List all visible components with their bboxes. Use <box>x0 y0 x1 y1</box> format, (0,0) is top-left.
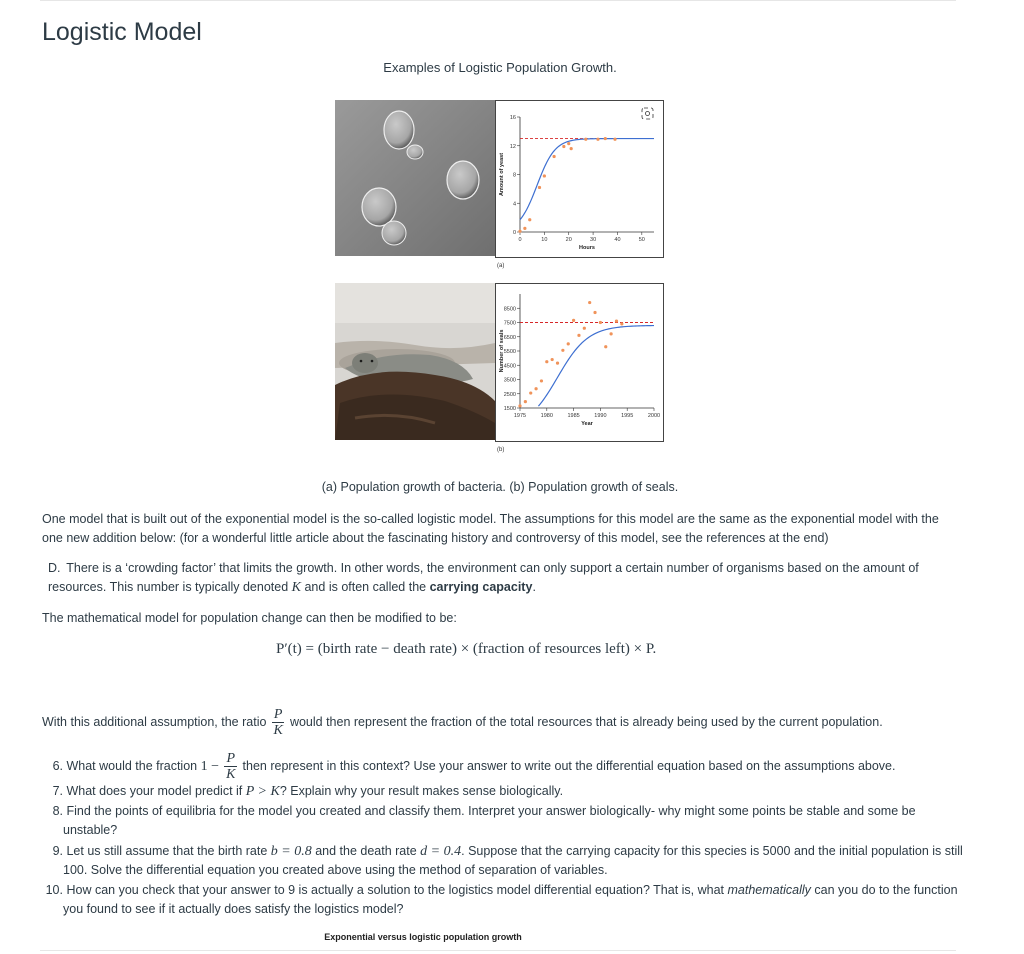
question-text: ? Explain why your result makes sense biologically. <box>279 784 564 798</box>
y-axis-label: Amount of yeast <box>499 152 505 197</box>
question-text: What does your model predict if <box>66 784 243 798</box>
assumption-text-before: There is a ‘crowding factor’ that limits the growth. In other words, the environment can only support a certain number of organisms based on the amount of resources. This number is typically denoted <box>48 561 919 594</box>
question-number: 8. <box>52 804 63 818</box>
p-over-k-fraction <box>272 707 285 738</box>
y-tick-label: 0 <box>512 230 516 236</box>
data-point <box>583 327 586 330</box>
p-over-k-fraction <box>224 751 237 782</box>
yeast-growth-chart <box>495 100 664 258</box>
question-emphasis: mathematically <box>727 883 811 897</box>
question-text: . Suppose that the carrying capacity for this species is 5000 and the initial population is still 100. Solve the differential equation you created above using the method of separation of variables. <box>63 844 963 877</box>
seal-growth-chart <box>495 283 664 442</box>
data-point <box>588 301 591 304</box>
panel-b-tag: (b) <box>497 447 505 453</box>
one-minus-expr: 1 − <box>200 759 219 774</box>
zoom-icon <box>642 108 653 119</box>
intro-paragraph: One model that is built out of the exponential model is the so-called logistic model. The assumptions for this model are the same as the exponential model with the one new addition below: (for a wonderful little article about the fascinating history and controversy of this model, see the references at the end) <box>42 512 939 545</box>
x-tick-label: 1975 <box>513 413 527 419</box>
question-number: 10. <box>45 883 63 897</box>
data-point <box>528 218 531 221</box>
question-text: and the death rate <box>315 844 417 858</box>
zoom-lens <box>646 112 650 116</box>
data-point <box>545 360 548 363</box>
x-tick-label: 1980 <box>540 413 553 419</box>
death-rate-expr: d = 0.4 <box>420 844 462 859</box>
data-point <box>540 379 543 382</box>
x-tick-label: 2000 <box>647 413 661 419</box>
data-point <box>553 155 556 158</box>
carrying-capacity-term: carrying capacity <box>429 580 533 594</box>
fraction-denominator: K <box>273 723 283 739</box>
data-point <box>529 391 532 394</box>
question-text: can you do to the function you found to see if it actually does satisfy the logistics model? <box>63 883 958 916</box>
question-9 <box>42 842 973 880</box>
p-greater-k-expr: P > K <box>245 784 280 799</box>
data-point <box>596 138 599 141</box>
y-tick-label: 5500 <box>503 349 516 355</box>
assumption-text-middle: and is often called the <box>304 580 427 594</box>
y-tick-label: 8500 <box>503 306 516 313</box>
data-point <box>567 342 570 345</box>
data-point <box>543 174 546 177</box>
question-text: What would the fraction <box>66 759 198 773</box>
x-tick-label: 10 <box>541 237 548 243</box>
ratio-text-before: With this additional assumption, the ratio <box>42 715 267 729</box>
yeast-photo <box>335 100 495 256</box>
data-point <box>577 334 580 337</box>
assumption-label: D. <box>48 561 61 575</box>
question-text: Let us still assume that the birth rate <box>66 844 268 858</box>
data-point <box>584 138 587 141</box>
k-symbol: K <box>291 580 301 595</box>
x-axis-label: Hours <box>579 245 595 251</box>
question-text: How can you check that your answer to 9 is actually a solution to the logistics model differential equation? That is, what <box>66 883 725 897</box>
ratio-text-after: would then represent the fraction of the total resources that is already being used by the current population. <box>289 715 883 729</box>
y-tick-label: 8 <box>512 172 516 179</box>
logistic-equation: P′(t) = (birth rate − death rate) × (fraction of resources left) × P. <box>276 641 657 657</box>
zoom-frame <box>642 108 653 119</box>
x-tick-label: 1990 <box>594 413 607 419</box>
data-point <box>534 387 537 390</box>
ratio-line <box>42 704 942 740</box>
fraction-numerator: P <box>226 751 236 767</box>
data-point <box>620 322 623 325</box>
question-number: 6. <box>52 759 63 773</box>
x-tick-label: 1985 <box>567 413 580 419</box>
x-axis-label: Year <box>581 421 593 427</box>
data-point <box>615 319 618 322</box>
data-point <box>567 142 570 145</box>
x-tick-label: 1995 <box>621 413 634 419</box>
question-6 <box>42 748 952 785</box>
figure-title: Examples of Logistic Population Growth. <box>383 60 617 75</box>
logistic-curve <box>520 139 654 220</box>
data-point <box>551 358 554 361</box>
assumption-text-end: . <box>532 580 536 594</box>
y-tick-label: 12 <box>509 143 516 150</box>
data-point <box>613 138 616 141</box>
data-point <box>524 400 527 403</box>
data-point <box>523 227 526 230</box>
question-number: 7. <box>52 784 63 798</box>
logistic-curve <box>538 326 654 407</box>
model-intro: The mathematical model for population change can then be modified to be: <box>42 611 457 625</box>
question-number: 9. <box>52 844 63 858</box>
seal-photo <box>335 283 495 440</box>
assumption-d <box>48 559 948 597</box>
fraction-numerator: P <box>273 707 283 723</box>
data-point <box>604 345 607 348</box>
data-point <box>538 186 541 189</box>
question-text: Find the points of equilibria for the model you created and classify them. Interpret your answer biologically- why might some points be stable and some be unstable? <box>63 804 916 837</box>
page-title: Logistic Model <box>42 18 202 46</box>
y-tick-label: 1500 <box>503 406 516 412</box>
data-point <box>604 137 607 140</box>
question-10 <box>42 881 973 919</box>
y-tick-label: 2500 <box>503 391 516 398</box>
panel-a-tag: (a) <box>497 263 505 269</box>
birth-rate-expr: b = 0.8 <box>270 844 312 859</box>
next-figure-title: Exponential versus logistic population growth <box>324 932 522 942</box>
data-point <box>518 404 521 407</box>
y-axis-label: Number of seals <box>499 329 505 373</box>
data-point <box>572 319 575 322</box>
x-tick-label: 40 <box>614 237 621 243</box>
data-point <box>562 145 565 148</box>
data-point <box>610 332 613 335</box>
data-point <box>570 147 573 150</box>
data-point <box>561 349 564 352</box>
bottom-divider <box>40 950 956 951</box>
x-tick-label: 30 <box>590 237 597 243</box>
question-text: then represent in this context? Use your answer to write out the differential equation based on the assumptions above. <box>242 759 896 773</box>
top-divider <box>40 0 956 1</box>
y-tick-label: 6500 <box>503 334 516 341</box>
data-point <box>556 362 559 365</box>
y-tick-label: 7500 <box>503 320 516 327</box>
x-tick-label: 50 <box>638 237 645 243</box>
data-point <box>593 311 596 314</box>
data-point <box>518 230 521 233</box>
x-tick-label: 0 <box>518 237 522 243</box>
data-point <box>599 321 602 324</box>
fraction-denominator: K <box>226 767 236 783</box>
x-tick-label: 20 <box>565 237 572 243</box>
y-tick-label: 4 <box>512 201 516 208</box>
y-tick-label: 16 <box>509 115 516 121</box>
figure-caption: (a) Population growth of bacteria. (b) Population growth of seals. <box>321 480 679 494</box>
question-7 <box>42 782 952 801</box>
y-tick-label: 3500 <box>503 377 516 384</box>
y-tick-label: 4500 <box>503 363 516 370</box>
question-8 <box>42 802 973 840</box>
